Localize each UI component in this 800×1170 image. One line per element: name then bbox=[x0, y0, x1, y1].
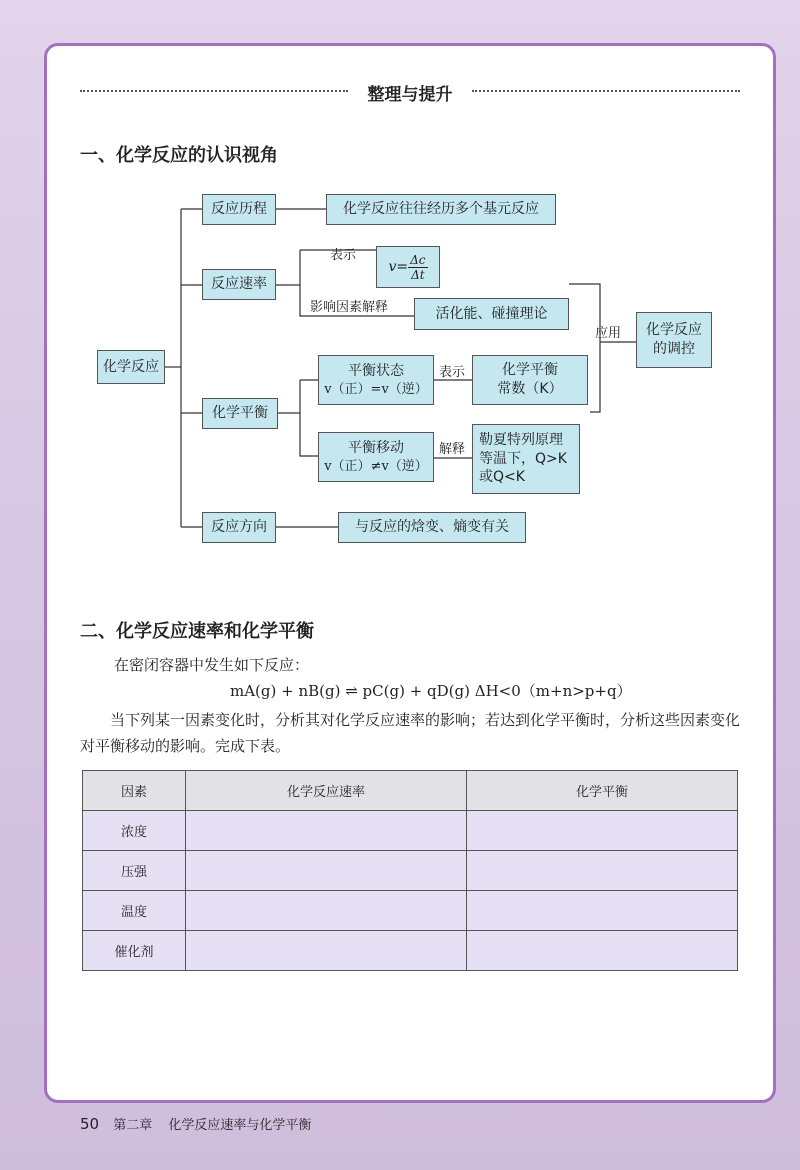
root-label: 化学反应 bbox=[103, 358, 159, 375]
table-header-row bbox=[83, 771, 738, 811]
branch-direction-label: 反应方向 bbox=[211, 519, 267, 536]
eq-shift-condition: v（正）≠v（逆） bbox=[324, 458, 428, 474]
direction-desc-text: 与反应的焓变、熵变有关 bbox=[355, 519, 509, 536]
branch-equilibrium-box bbox=[202, 398, 278, 429]
rate-factor-label: 影响因素解释 bbox=[310, 300, 389, 315]
eq-state-box bbox=[318, 355, 434, 405]
table-cell-equilibrium[interactable] bbox=[467, 891, 738, 931]
section2-intro: 在密闭容器中发生如下反应： bbox=[114, 656, 310, 674]
eq-shift-box bbox=[318, 432, 434, 482]
section2-instruction: 当下列某一因素变化时，分析其对化学反应速率的影响；若达到化学平衡时，分析这些因素变化对平衡移动的影响。完成下表。 bbox=[80, 711, 741, 755]
page-footer bbox=[80, 1114, 311, 1133]
branch-rate-label: 反应速率 bbox=[211, 276, 267, 293]
section2-title: 二、化学反应速率和化学平衡 bbox=[80, 621, 314, 642]
chapter-label: 第二章 bbox=[113, 1118, 153, 1133]
header-title: 整理与提升 bbox=[367, 85, 453, 105]
rate-formula-lhs: v= bbox=[388, 258, 409, 275]
table-cell-equilibrium[interactable] bbox=[467, 811, 738, 851]
section1-title: 一、化学反应的认识视角 bbox=[80, 145, 278, 166]
branch-equilibrium-label: 化学平衡 bbox=[212, 405, 268, 422]
process-desc-box bbox=[326, 194, 556, 225]
table-cell-rate[interactable] bbox=[186, 931, 467, 971]
table-header-equilibrium: 化学平衡 bbox=[467, 771, 738, 811]
table-cell-rate[interactable] bbox=[186, 851, 467, 891]
rate-formula-denominator: Δt bbox=[411, 267, 425, 282]
branch-direction-box bbox=[202, 512, 276, 543]
table-row-label: 浓度 bbox=[83, 811, 186, 851]
branch-process-box bbox=[202, 194, 276, 225]
branch-process-label: 反应历程 bbox=[211, 201, 267, 218]
table-row bbox=[83, 851, 738, 891]
table-row-label: 温度 bbox=[83, 891, 186, 931]
rate-formula-fraction bbox=[408, 253, 427, 282]
table-cell-rate[interactable] bbox=[186, 811, 467, 851]
table-header-factor: 因素 bbox=[83, 771, 186, 811]
le-chatelier-box bbox=[472, 424, 580, 494]
table-cell-rate[interactable] bbox=[186, 891, 467, 931]
root-box bbox=[97, 350, 165, 384]
table-cell-equilibrium[interactable] bbox=[467, 851, 738, 891]
table-row bbox=[83, 891, 738, 931]
table-row bbox=[83, 811, 738, 851]
table-row-label: 压强 bbox=[83, 851, 186, 891]
le-chatelier-line3: 或Q<K bbox=[479, 469, 525, 486]
reaction-equation: mA(g) + nB(g) ⇌ pC(g) + qD(g) ΔH<0（m+n>p+q） bbox=[230, 682, 632, 700]
le-chatelier-line1: 勒夏特列原理 bbox=[479, 431, 563, 448]
eq-state-title: 平衡状态 bbox=[348, 362, 404, 379]
rate-factor-text: 活化能、碰撞理论 bbox=[435, 305, 548, 322]
rate-factor-box bbox=[414, 298, 569, 330]
eq-constant-box bbox=[472, 355, 588, 405]
eq-state-express-label: 表示 bbox=[439, 365, 466, 380]
table-cell-equilibrium[interactable] bbox=[467, 931, 738, 971]
rate-formula-numerator: Δc bbox=[410, 252, 426, 267]
control-box bbox=[636, 312, 712, 368]
le-chatelier-line2: 等温下，Q>K bbox=[479, 450, 567, 467]
table-row-label: 催化剂 bbox=[83, 931, 186, 971]
analysis-table bbox=[82, 770, 738, 971]
table-header-rate: 化学反应速率 bbox=[186, 771, 467, 811]
eq-shift-explain-label: 解释 bbox=[439, 442, 466, 457]
chapter-title: 化学反应速率与化学平衡 bbox=[168, 1118, 312, 1133]
eq-shift-title: 平衡移动 bbox=[348, 439, 404, 456]
rate-express-label: 表示 bbox=[330, 248, 357, 263]
direction-desc-box bbox=[338, 512, 526, 543]
rate-formula-box bbox=[376, 246, 440, 288]
eq-constant-line2: 常数（K） bbox=[497, 381, 563, 397]
page-number: 50 bbox=[80, 1115, 100, 1133]
eq-constant-line1: 化学平衡 bbox=[502, 362, 558, 379]
apply-label: 应用 bbox=[595, 326, 622, 341]
eq-state-condition: v（正）=v（逆） bbox=[324, 381, 428, 397]
table-row bbox=[83, 931, 738, 971]
process-desc-label: 化学反应往往经历多个基元反应 bbox=[343, 201, 539, 218]
branch-rate-box bbox=[202, 269, 276, 300]
control-line1: 化学反应 bbox=[646, 322, 702, 339]
control-line2: 的调控 bbox=[653, 341, 695, 357]
